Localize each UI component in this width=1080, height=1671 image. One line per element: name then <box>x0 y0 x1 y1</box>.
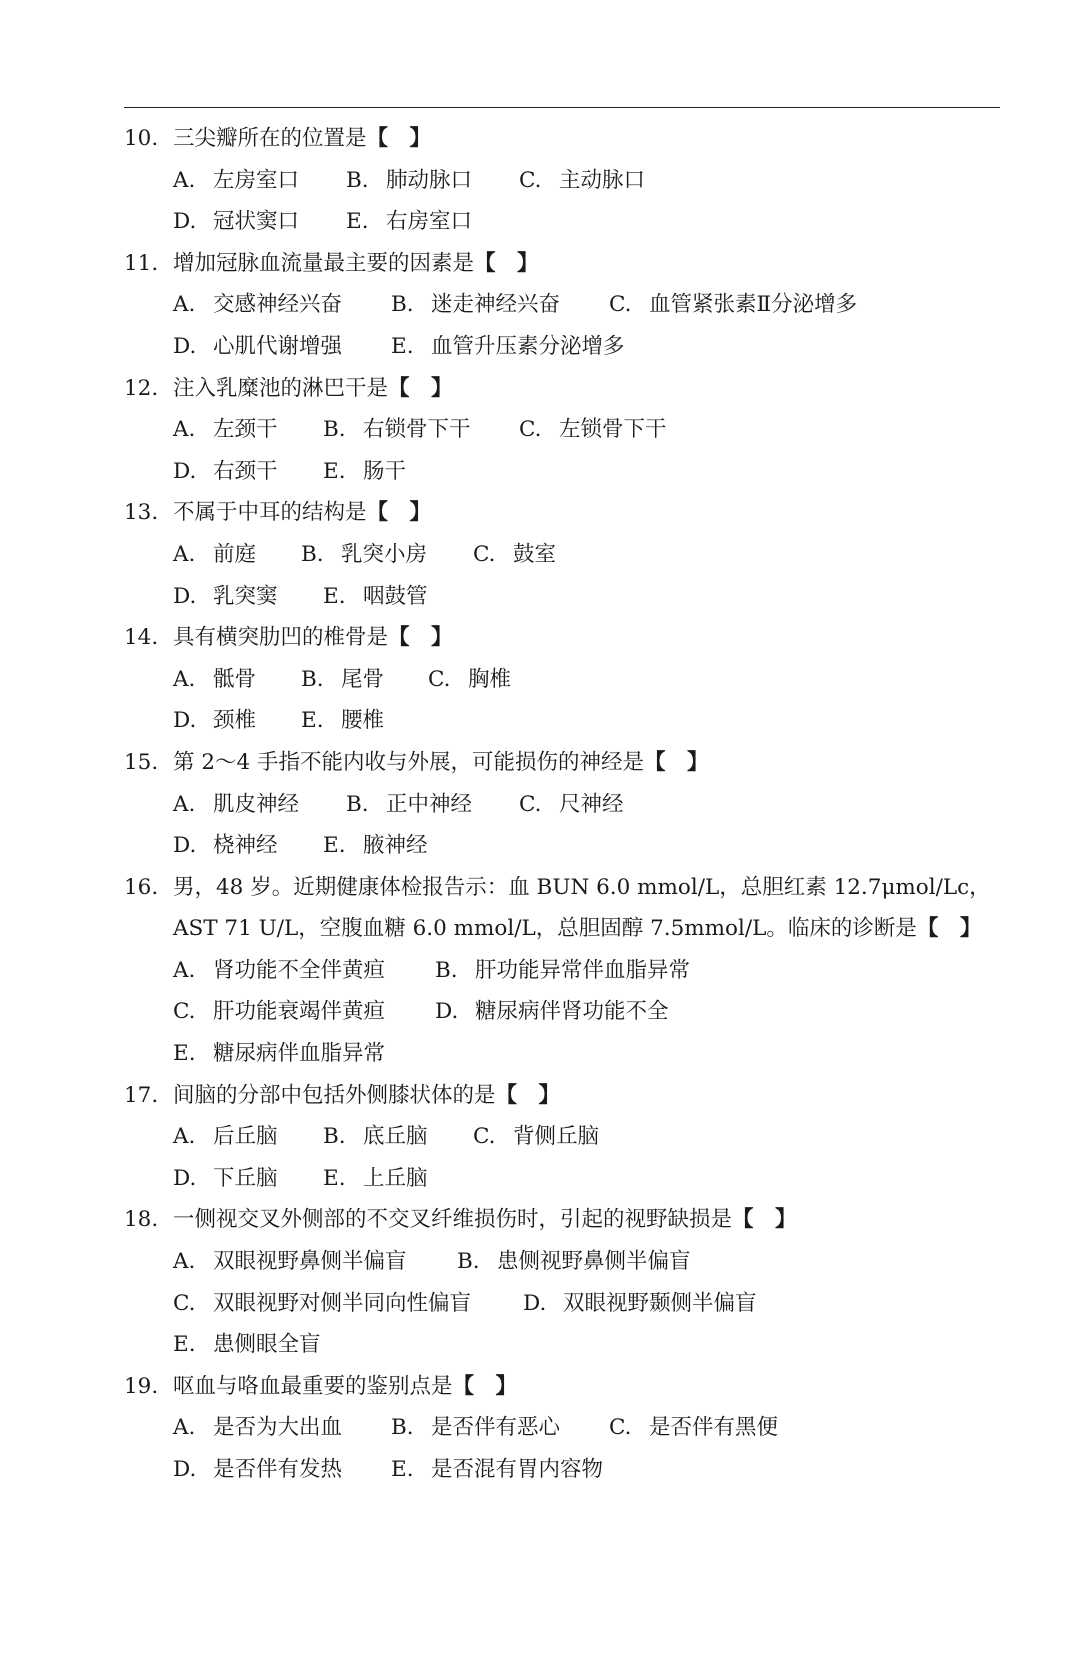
option-text: 背侧丘脑 <box>513 1124 600 1150</box>
option-text: 后丘脑 <box>213 1124 278 1150</box>
option-letter: B. <box>323 1124 346 1150</box>
option-letter: B. <box>435 957 458 983</box>
option-letter: D. <box>173 1457 197 1482</box>
answer-option <box>323 825 428 867</box>
options-row <box>124 1033 1014 1075</box>
option-text: 血管紧张素Ⅱ分泌增多 <box>649 292 858 318</box>
question-number: 19. <box>124 1373 159 1399</box>
option-letter: C. <box>609 1415 632 1441</box>
answer-option <box>519 160 645 202</box>
answer-option <box>173 326 342 368</box>
option-text: 桡神经 <box>213 833 278 859</box>
options-row <box>124 201 1014 243</box>
answer-option <box>173 1033 385 1075</box>
answer-bracket: 【 】 <box>452 1373 518 1399</box>
options-row <box>124 1407 1014 1449</box>
option-letter: A. <box>173 541 196 567</box>
option-letter: B. <box>323 417 346 443</box>
answer-option <box>346 160 472 202</box>
option-text: 迷走神经兴奋 <box>431 292 561 318</box>
answer-option <box>391 1407 560 1449</box>
question-stem-line <box>124 617 1014 659</box>
answer-option <box>391 1449 603 1491</box>
option-letter: C. <box>519 791 542 817</box>
question-stem-text: 一侧视交叉外侧部的不交叉纤维损伤时，引起的视野缺损是 <box>173 1207 733 1233</box>
answer-option <box>323 409 471 451</box>
answer-bracket: 【 】 <box>388 375 453 401</box>
options-row <box>124 1324 1014 1366</box>
option-text: 是否混有胃内容物 <box>431 1457 604 1482</box>
option-text: 冠状窦口 <box>213 209 300 235</box>
options-row <box>124 409 1014 451</box>
question-stem-text: 呕血与咯血最重要的鉴别点是 <box>173 1373 453 1399</box>
option-letter: B. <box>391 1415 414 1441</box>
options-row <box>124 784 1014 826</box>
option-text: 交感神经兴奋 <box>213 292 343 318</box>
answer-option <box>173 409 278 451</box>
option-text: 颈椎 <box>213 708 257 734</box>
answer-option <box>173 160 299 202</box>
question-stem-line <box>124 867 1014 909</box>
option-letter: B. <box>391 292 414 318</box>
option-letter: A. <box>173 417 196 443</box>
options-row <box>124 160 1014 202</box>
question-stem-line <box>124 492 1014 534</box>
question <box>124 1199 1014 1365</box>
option-text: 肝功能衰竭伴黄疸 <box>213 999 386 1025</box>
option-letter: C. <box>519 417 542 443</box>
option-text: 患侧眼全盲 <box>213 1332 321 1358</box>
answer-option <box>428 659 511 701</box>
question-number: 17. <box>124 1082 159 1108</box>
answer-option <box>323 1158 428 1200</box>
option-text: 尾骨 <box>341 666 385 692</box>
answer-bracket: 【 】 <box>366 500 432 526</box>
answer-option <box>473 534 556 576</box>
answer-option <box>173 700 256 742</box>
answer-option <box>523 1283 757 1325</box>
option-letter: B. <box>457 1249 480 1275</box>
option-letter: A. <box>173 791 196 817</box>
answer-option <box>323 1116 428 1158</box>
answer-option <box>173 1449 342 1491</box>
options-row <box>124 659 1014 701</box>
question-stem-line <box>124 368 1014 410</box>
option-text: 肠干 <box>363 458 407 484</box>
option-letter: D. <box>173 708 197 734</box>
answer-option <box>609 284 857 326</box>
question <box>124 867 1014 1075</box>
header-rule <box>124 107 1000 108</box>
option-text: 底丘脑 <box>363 1124 428 1150</box>
answer-option <box>173 1324 321 1366</box>
option-letter: C. <box>173 1290 196 1316</box>
answer-bracket: 【 】 <box>644 749 709 775</box>
option-text: 心肌代谢增强 <box>213 333 343 359</box>
option-text: 前庭 <box>213 541 257 567</box>
question-stem-text: 增加冠脉血流量最主要的因素是 <box>173 250 475 276</box>
answer-option <box>173 659 256 701</box>
answer-option <box>173 284 342 326</box>
option-text: 鼓室 <box>513 541 557 567</box>
option-letter: C. <box>473 541 496 567</box>
answer-option <box>346 201 472 243</box>
answer-option <box>173 576 278 618</box>
answer-option <box>323 576 428 618</box>
answer-bracket: 【 】 <box>366 126 432 151</box>
question-number: 14. <box>124 625 159 651</box>
question-number: 13. <box>124 500 159 526</box>
option-letter: A. <box>173 666 196 692</box>
option-text: 双眼视野颞侧半偏盲 <box>563 1290 757 1316</box>
option-letter: D. <box>173 333 197 359</box>
option-text: 患侧视野鼻侧半偏盲 <box>497 1249 691 1275</box>
question <box>124 243 1014 368</box>
options-row <box>124 1241 1014 1283</box>
option-text: 右房室口 <box>386 209 473 235</box>
answer-option <box>473 1116 599 1158</box>
question <box>124 1366 1014 1491</box>
answer-option <box>301 659 384 701</box>
option-letter: D. <box>173 833 197 859</box>
answer-bracket: 【 】 <box>495 1082 561 1108</box>
question-stem-text: 三尖瓣所在的位置是 <box>173 126 367 151</box>
question-stem-text: 不属于中耳的结构是 <box>173 500 367 526</box>
option-text: 双眼视野对侧半同向性偏盲 <box>213 1290 472 1316</box>
question-stem-line <box>124 243 1014 285</box>
option-text: 左房室口 <box>213 167 300 193</box>
answer-bracket: 【 】 <box>388 625 453 651</box>
option-text: 血管升压素分泌增多 <box>431 333 625 359</box>
option-letter: B. <box>346 167 369 193</box>
option-letter: B. <box>301 541 324 567</box>
question <box>124 742 1014 867</box>
answer-bracket: 【 】 <box>732 1207 797 1233</box>
option-letter: A. <box>173 167 196 193</box>
answer-option <box>173 1241 407 1283</box>
question-stem-text: 男，48 岁。近期健康体检报告示：血 BUN 6.0 mmol/L，总胆红素 12.7μmol/Lc， <box>173 874 991 900</box>
option-text: 乳突窦 <box>213 583 278 609</box>
option-text: 乳突小房 <box>341 541 428 567</box>
option-text: 是否伴有黑便 <box>649 1415 779 1441</box>
option-text: 左锁骨下干 <box>559 417 667 443</box>
option-text: 主动脉口 <box>559 167 646 193</box>
option-text: 是否为大出血 <box>213 1415 343 1441</box>
question-number: 18. <box>124 1207 159 1233</box>
option-text: 咽鼓管 <box>363 583 428 609</box>
question <box>124 368 1014 493</box>
option-text: 是否伴有恶心 <box>431 1415 561 1441</box>
question-number: 11. <box>124 250 159 276</box>
question-number: 15. <box>124 749 159 775</box>
question-number: 16. <box>124 874 159 900</box>
option-text: 胸椎 <box>468 666 512 692</box>
option-letter: A. <box>173 1415 196 1441</box>
question-stem-text: 注入乳糜池的淋巴干是 <box>173 375 389 401</box>
option-text: 右颈干 <box>213 458 278 484</box>
answer-option <box>609 1407 778 1449</box>
option-letter: D. <box>173 209 197 235</box>
option-letter: E. <box>323 458 346 484</box>
answer-option <box>173 950 385 992</box>
answer-option <box>173 784 299 826</box>
question-number: 12. <box>124 375 159 401</box>
answer-option <box>173 1283 471 1325</box>
option-letter: D. <box>173 1165 197 1191</box>
answer-option <box>435 950 690 992</box>
option-letter: E. <box>346 209 369 235</box>
question-stem-text: AST 71 U/L，空腹血糖 6.0 mmol/L，总胆固醇 7.5mmol/L。临床的诊断是 <box>173 916 917 942</box>
option-letter: C. <box>609 292 632 318</box>
answer-option <box>173 1407 342 1449</box>
question-list <box>124 118 1014 1491</box>
question-stem-text: 具有横突肋凹的椎骨是 <box>173 625 389 651</box>
option-text: 肌皮神经 <box>213 791 300 817</box>
answer-option <box>173 991 385 1033</box>
option-letter: C. <box>519 167 542 193</box>
options-row <box>124 825 1014 867</box>
options-row <box>124 700 1014 742</box>
option-letter: E. <box>391 333 414 359</box>
question <box>124 1075 1014 1200</box>
option-letter: D. <box>435 999 459 1025</box>
answer-option <box>301 534 427 576</box>
answer-option <box>519 409 667 451</box>
option-letter: A. <box>173 957 196 983</box>
option-text: 上丘脑 <box>363 1165 428 1191</box>
answer-option <box>457 1241 691 1283</box>
question-stem-line <box>124 908 1014 950</box>
question-stem-text: 第 2～4 手指不能内收与外展，可能损伤的神经是 <box>173 749 645 775</box>
answer-option <box>435 991 669 1033</box>
options-row <box>124 326 1014 368</box>
answer-option <box>173 451 278 493</box>
question-stem-line <box>124 1199 1014 1241</box>
question-number: 10. <box>124 126 159 151</box>
option-letter: A. <box>173 1124 196 1150</box>
option-letter: A. <box>173 1249 196 1275</box>
option-letter: B. <box>301 666 324 692</box>
option-letter: E. <box>391 1457 414 1482</box>
option-text: 双眼视野鼻侧半偏盲 <box>213 1249 407 1275</box>
option-letter: E. <box>173 1332 196 1358</box>
option-text: 腰椎 <box>341 708 385 734</box>
answer-option <box>173 1116 278 1158</box>
option-letter: D. <box>173 583 197 609</box>
question-stem-line <box>124 1075 1014 1117</box>
option-letter: C. <box>473 1124 496 1150</box>
answer-option <box>391 284 560 326</box>
question <box>124 617 1014 742</box>
answer-option <box>173 1158 278 1200</box>
answer-option <box>173 534 256 576</box>
answer-option <box>391 326 625 368</box>
options-row <box>124 991 1014 1033</box>
answer-option <box>301 700 384 742</box>
option-text: 正中神经 <box>386 791 473 817</box>
options-row <box>124 1158 1014 1200</box>
option-letter: E. <box>323 1165 346 1191</box>
option-text: 糖尿病伴血脂异常 <box>213 1041 386 1067</box>
answer-option <box>323 451 406 493</box>
option-text: 尺神经 <box>559 791 624 817</box>
question <box>124 118 1014 243</box>
option-letter: C. <box>173 999 196 1025</box>
option-letter: E. <box>323 583 346 609</box>
options-row <box>124 284 1014 326</box>
options-row <box>124 950 1014 992</box>
option-letter: D. <box>173 458 197 484</box>
option-text: 骶骨 <box>213 666 257 692</box>
option-letter: E. <box>301 708 324 734</box>
answer-option <box>173 201 299 243</box>
options-row <box>124 451 1014 493</box>
option-letter: C. <box>428 666 451 692</box>
option-text: 下丘脑 <box>213 1165 278 1191</box>
question-stem-text: 间脑的分部中包括外侧膝状体的是 <box>173 1082 496 1108</box>
option-text: 肝功能异常伴血脂异常 <box>475 957 691 983</box>
option-letter: E. <box>323 833 346 859</box>
question <box>124 492 1014 617</box>
question-stem-line <box>124 118 1014 160</box>
option-letter: D. <box>523 1290 547 1316</box>
answer-bracket: 【 】 <box>474 250 539 276</box>
question-stem-line <box>124 742 1014 784</box>
option-letter: A. <box>173 292 196 318</box>
options-row <box>124 576 1014 618</box>
options-row <box>124 1283 1014 1325</box>
question-stem-line <box>124 1366 1014 1408</box>
answer-option <box>173 825 278 867</box>
option-text: 肺动脉口 <box>386 167 473 193</box>
option-text: 糖尿病伴肾功能不全 <box>475 999 669 1025</box>
answer-option <box>519 784 624 826</box>
option-letter: E. <box>173 1041 196 1067</box>
option-letter: B. <box>346 791 369 817</box>
option-text: 腋神经 <box>363 833 428 859</box>
options-row <box>124 534 1014 576</box>
options-row <box>124 1449 1014 1491</box>
option-text: 左颈干 <box>213 417 278 443</box>
options-row <box>124 1116 1014 1158</box>
answer-option <box>346 784 472 826</box>
option-text: 是否伴有发热 <box>213 1457 343 1482</box>
option-text: 右锁骨下干 <box>363 417 471 443</box>
answer-bracket: 【 】 <box>916 916 982 942</box>
option-text: 肾功能不全伴黄疸 <box>213 957 386 983</box>
